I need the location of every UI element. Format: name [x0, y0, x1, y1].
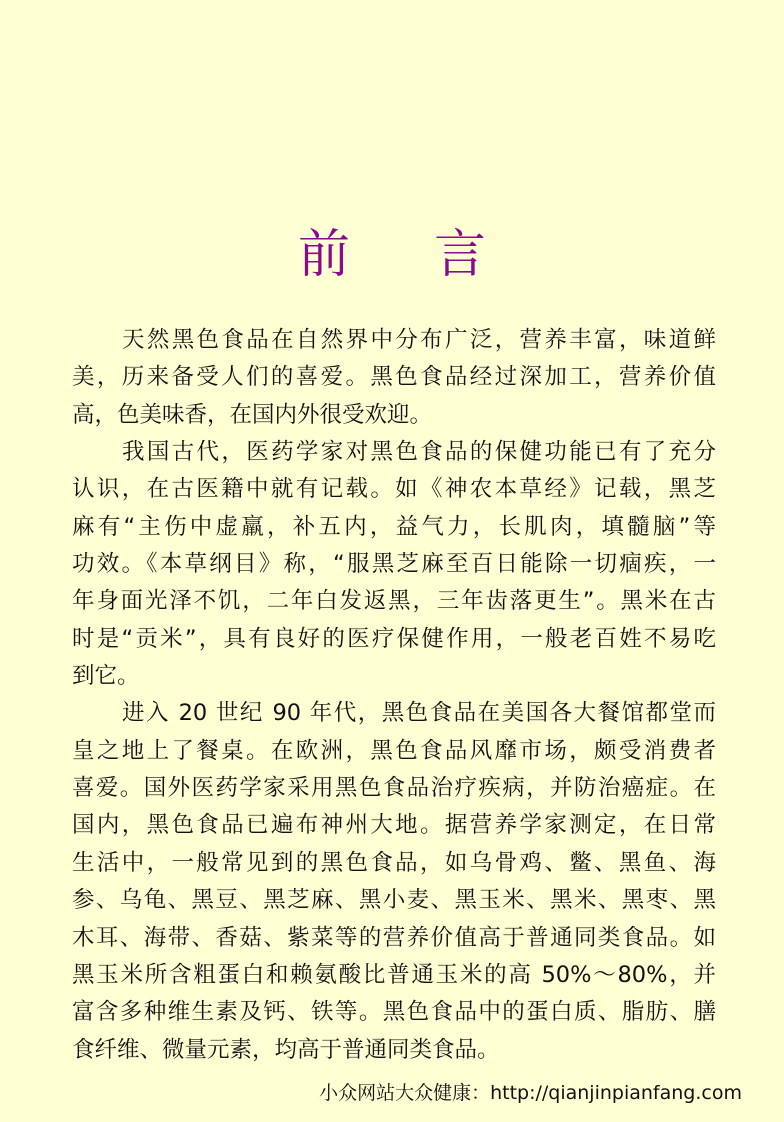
text-line: 年身面光泽不饥，二年白发返黑，三年齿落更生”。黑米在古: [72, 588, 716, 615]
page-title: [0, 212, 784, 287]
paragraph: [72, 322, 716, 434]
text-line: 到它。: [72, 663, 140, 690]
paragraph: [72, 695, 716, 1068]
text-line: 皇之地上了餐桌。在欧洲，黑色食品风靡市场，颇受消费者: [72, 737, 716, 764]
footer-source: 小众网站大众健康：http://qianjinpianfang.com: [319, 1082, 742, 1104]
text-line: 功效。《本草纲目》称，“服黑芝麻至百日能除一切痼疾，一: [72, 551, 716, 578]
text-line: 木耳、海带、香菇、紫菜等的营养价值高于普通同类食品。如: [72, 924, 716, 951]
paragraph: [72, 434, 716, 695]
title-char: 言: [434, 225, 487, 285]
text-line: 美，历来备受人们的喜爱。黑色食品经过深加工，营养价值: [72, 364, 716, 391]
text-line: 黑玉米所含粗蛋白和赖氨酸比普通玉米的高 50%～80%，并: [72, 961, 716, 988]
text-line: 认识，在古医籍中就有记载。如《神农本草经》记载，黑芝: [72, 476, 716, 503]
text-line: 食纤维、微量元素，均高于普通同类食品。: [72, 1036, 500, 1063]
text-line: 生活中，一般常见到的黑色食品，如乌骨鸡、鳖、黑鱼、海: [72, 849, 716, 876]
text-line: 我国古代，医药学家对黑色食品的保健功能已有了充分: [122, 439, 716, 466]
title-char: 前: [297, 225, 350, 285]
text-line: 喜爱。国外医药学家采用黑色食品治疗疾病，并防治癌症。在: [72, 775, 716, 802]
document-body: [72, 322, 716, 1069]
text-line: 时是“贡米”，具有良好的医疗保健作用，一般老百姓不易吃: [72, 625, 716, 652]
text-line: 参、乌龟、黑豆、黑芝麻、黑小麦、黑玉米、黑米、黑枣、黑: [72, 887, 716, 914]
text-line: 天然黑色食品在自然界中分布广泛，营养丰富，味道鲜: [122, 327, 716, 353]
text-line: 进入 20 世纪 90 年代，黑色食品在美国各大餐馆都堂而: [122, 700, 716, 727]
text-line: 富含多种维生素及钙、铁等。黑色食品中的蛋白质、脂肪、膳: [72, 999, 716, 1026]
text-line: 高，色美味香，在国内外很受欢迎。: [72, 401, 433, 428]
text-line: 麻有“主伤中虚羸，补五内，益气力，长肌肉，填髓脑”等: [72, 513, 716, 540]
text-line: 国内，黑色食品已遍布神州大地。据营养学家测定，在日常: [72, 812, 716, 839]
